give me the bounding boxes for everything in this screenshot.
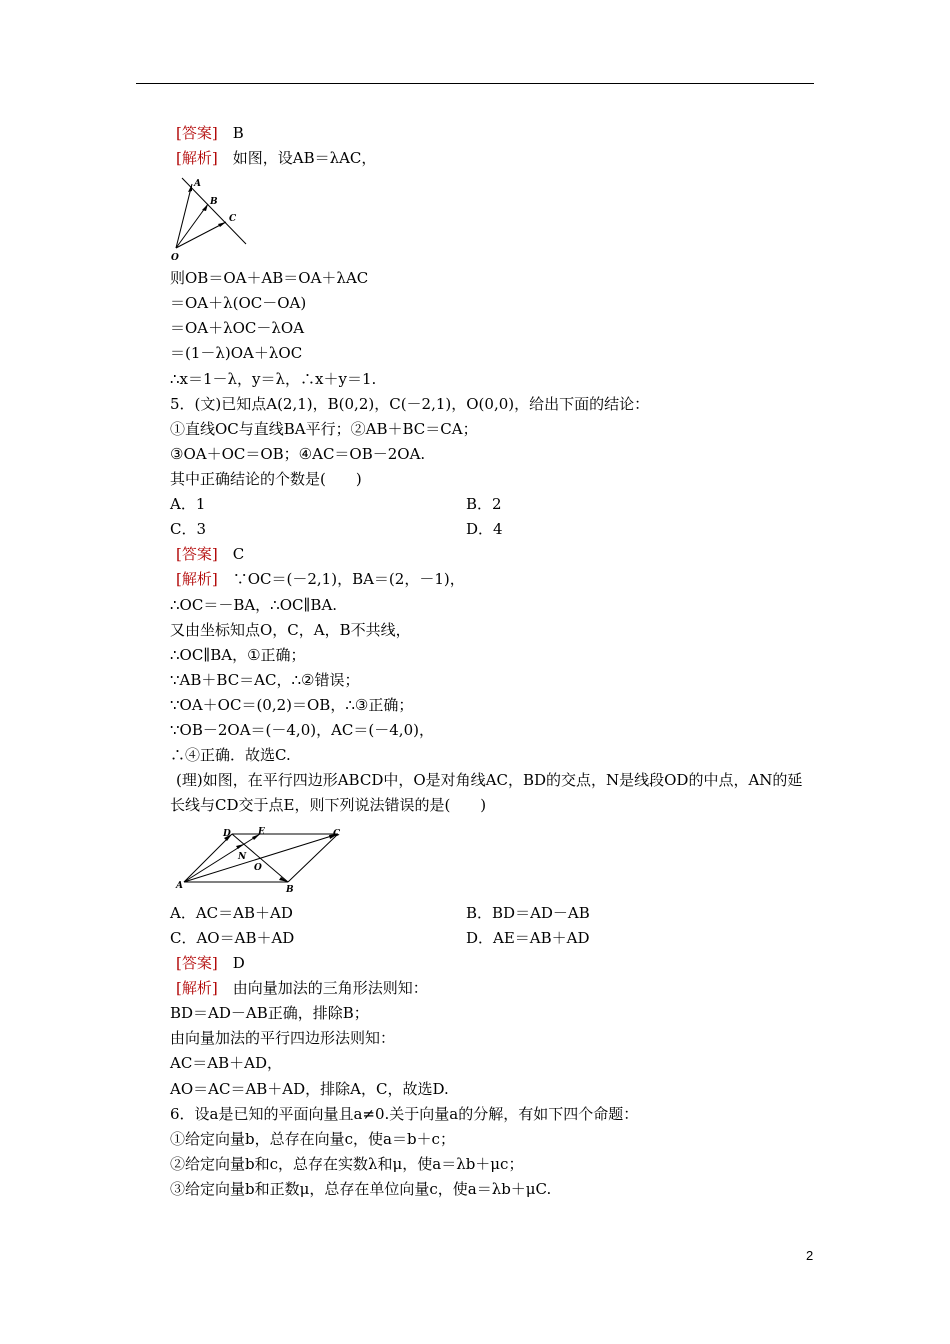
- analysis-line: [解析] 由向量加法的三角形法则知：: [176, 979, 428, 997]
- option-a: A．AC＝AB＋AD: [170, 904, 293, 922]
- fig-label-e: E: [258, 827, 265, 837]
- step-line: BD＝AD－AB正确，排除B；: [170, 1004, 369, 1022]
- fig-label-a: A: [194, 179, 201, 189]
- parallelogram-figure: [172, 824, 348, 894]
- question-stem: 5．(文)已知点A(2,1)，B(0,2)，C(－2,1)，O(0,0)，给出下面的结论：: [170, 395, 650, 413]
- step-line: ∴④正确．故选C.: [170, 746, 291, 764]
- fig-label-b: B: [210, 197, 218, 207]
- option-c: C．3: [170, 520, 207, 538]
- fig-label-c: C: [229, 214, 237, 224]
- step-line: ∵OA＋OC＝(0,2)＝OB，∴③正确；: [170, 696, 414, 714]
- page-number: 2: [806, 1248, 814, 1263]
- fig-label-o: O: [254, 863, 262, 873]
- analysis-line: [解析] ∵OC＝(－2,1)，BA＝(2，－1)，: [176, 570, 465, 588]
- statement-line: 其中正确结论的个数是( ): [170, 470, 362, 488]
- answer-line: [答案] C: [176, 545, 245, 563]
- step-line: ∵AB＋BC＝AC，∴②错误；: [170, 671, 360, 689]
- option-b: B．2: [466, 495, 502, 513]
- statement-line: ①直线OC与直线BA平行；②AB＋BC＝CA；: [170, 420, 478, 438]
- answer-line: [答案] D: [176, 954, 245, 972]
- step-line: ＝OA＋λ(OC－OA): [170, 294, 307, 312]
- question-stem: (理)如图，在平行四边形ABCD中，O是对角线AC，BD的交点，N是线段OD的中点，AN的延长线与CD交于点E，则下列说法错误的是( ): [170, 771, 803, 814]
- step-line: 又由坐标知点O，C，A，B不共线，: [170, 621, 411, 639]
- proposition-line: ②给定向量b和c，总存在实数λ和μ，使a＝λb＋μc；: [170, 1155, 524, 1173]
- step-line: ∴x＝1－λ，y＝λ，∴x＋y＝1.: [170, 370, 377, 388]
- fig-label-b: B: [286, 885, 294, 894]
- step-line: 则OB＝OA＋AB＝OA＋λAC: [170, 269, 369, 287]
- analysis-line: [解析] 如图，设AB＝λAC，: [176, 149, 377, 167]
- fig-label-o: O: [171, 253, 179, 262]
- option-d: D．4: [466, 520, 503, 538]
- step-line: ＝(1－λ)OA＋λOC: [170, 344, 303, 362]
- step-line: ∵OB－2OA＝(－4,0)，AC＝(－4,0)，: [170, 721, 434, 739]
- step-line: AC＝AB＋AD，: [170, 1054, 283, 1072]
- proposition-line: ①给定向量b，总存在向量c，使a＝b＋c；: [170, 1130, 455, 1148]
- question-stem: 6．设a是已知的平面向量且a≠0.关于向量a的分解，有如下四个命题：: [170, 1105, 639, 1123]
- step-line: AO＝AC＝AB＋AD，排除A，C，故选D.: [170, 1080, 449, 1098]
- option-b: B．BD＝AD－AB: [466, 904, 590, 922]
- answer-line: [答案] B: [176, 124, 244, 142]
- statement-line: ③OA＋OC＝OB；④AC＝OB－2OA.: [170, 445, 426, 463]
- fig-label-c: C: [333, 829, 341, 839]
- option-d: D．AE＝AB＋AD: [466, 929, 590, 947]
- step-line: ∴OC∥BA，①正确；: [170, 646, 306, 664]
- vector-figure-oabc: [168, 174, 252, 262]
- option-c: C．AO＝AB＋AD: [170, 929, 295, 947]
- fig-label-a: A: [176, 881, 183, 891]
- fig-label-d: D: [223, 829, 231, 839]
- step-line: ∴OC＝－BA，∴OC∥BA.: [170, 596, 338, 614]
- header-rule: [136, 83, 814, 84]
- fig-label-n: N: [238, 852, 247, 862]
- option-a: A．1: [170, 495, 206, 513]
- proposition-line: ③给定向量b和正数μ，总存在单位向量c，使a＝λb＋μC.: [170, 1180, 552, 1198]
- step-line: ＝OA＋λOC－λOA: [170, 319, 305, 337]
- step-line: 由向量加法的平行四边形法则知：: [170, 1029, 396, 1047]
